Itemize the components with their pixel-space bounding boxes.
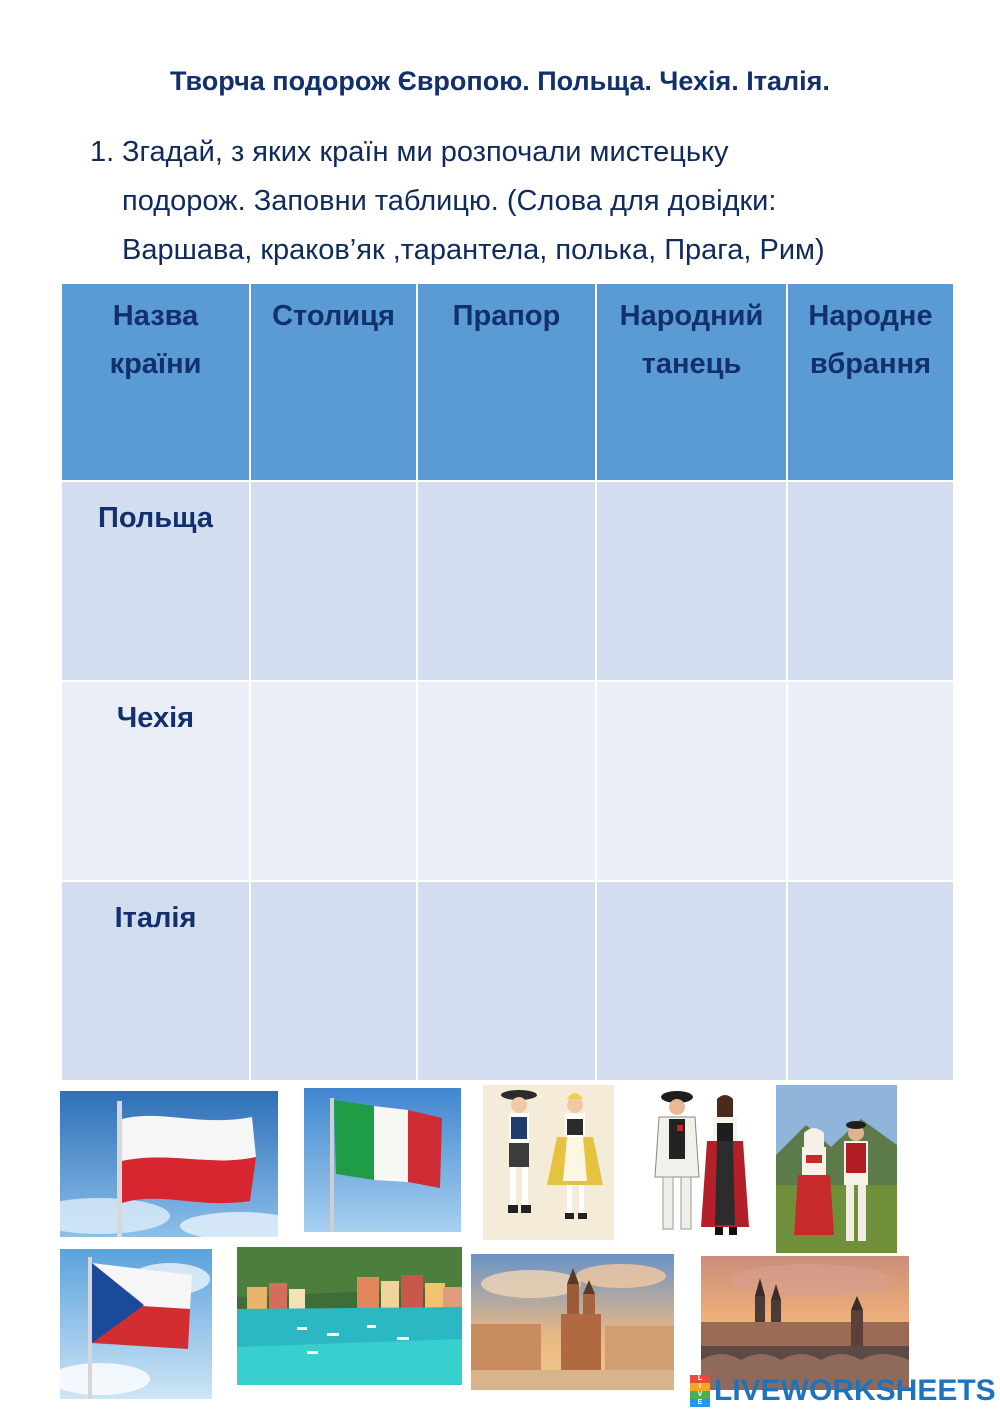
- poland-flag-photo-icon[interactable]: [60, 1091, 278, 1237]
- krakow-square-photo-icon[interactable]: [471, 1254, 674, 1390]
- task-instructions: [90, 128, 970, 275]
- drop-cell-flag[interactable]: [417, 881, 596, 1081]
- drop-cell-capital[interactable]: [250, 881, 417, 1081]
- drop-cell-dance[interactable]: [596, 481, 787, 681]
- drop-cell-flag[interactable]: [417, 681, 596, 881]
- prague-castle-bridge-photo-icon[interactable]: [701, 1256, 909, 1390]
- drop-cell-dance[interactable]: [596, 681, 787, 881]
- dancing-couple-costume-icon[interactable]: [483, 1085, 614, 1240]
- drop-cell-dance[interactable]: [596, 881, 787, 1081]
- czech-flag-photo-icon[interactable]: [60, 1249, 212, 1399]
- drop-cell-costume[interactable]: [787, 881, 954, 1081]
- italy-flag-photo-icon[interactable]: [304, 1088, 461, 1232]
- watermark-text: LIVEWORKSHEETS: [714, 1374, 996, 1407]
- header-country-name: Назва країни: [61, 283, 250, 481]
- drop-cell-flag[interactable]: [417, 481, 596, 681]
- page-title: Творча подорож Європою. Польща. Чехія. Італія.: [170, 66, 830, 96]
- folk-costume-couple-outdoors-icon[interactable]: [776, 1085, 897, 1253]
- header-flag: Прапор: [417, 283, 596, 481]
- table-row-poland: [61, 481, 954, 681]
- drop-cell-costume[interactable]: [787, 681, 954, 881]
- header-folk-costume: Народне вбрання: [787, 283, 954, 481]
- live-logo-icon: L I V E: [690, 1375, 710, 1407]
- table-header-row: [61, 283, 954, 481]
- header-capital: Столиця: [250, 283, 417, 481]
- drop-cell-capital[interactable]: [250, 481, 417, 681]
- italian-coast-town-photo-icon[interactable]: [237, 1247, 462, 1385]
- country-cell-czechia: Чехія: [61, 681, 250, 881]
- task-line-3: Варшава, краков’як ,тарантела, полька, Прага, Рим): [122, 234, 825, 266]
- task-line-2: подорож. Заповни таблицю. (Слова для довідки:: [122, 185, 777, 217]
- table-row-czechia: [61, 681, 954, 881]
- drop-cell-capital[interactable]: [250, 681, 417, 881]
- country-cell-poland: Польща: [61, 481, 250, 681]
- folk-costume-couple-icon[interactable]: [633, 1085, 763, 1243]
- header-folk-dance: Народний танець: [596, 283, 787, 481]
- task-number: 1.: [90, 136, 115, 168]
- task-line-1: Згадай, з яких країн ми розпочали мистецьку: [122, 136, 729, 168]
- table-row-italy: [61, 881, 954, 1081]
- country-cell-italy: Італія: [61, 881, 250, 1081]
- liveworksheets-watermark: [690, 1374, 996, 1408]
- fill-in-table: [60, 282, 955, 1082]
- drop-cell-costume[interactable]: [787, 481, 954, 681]
